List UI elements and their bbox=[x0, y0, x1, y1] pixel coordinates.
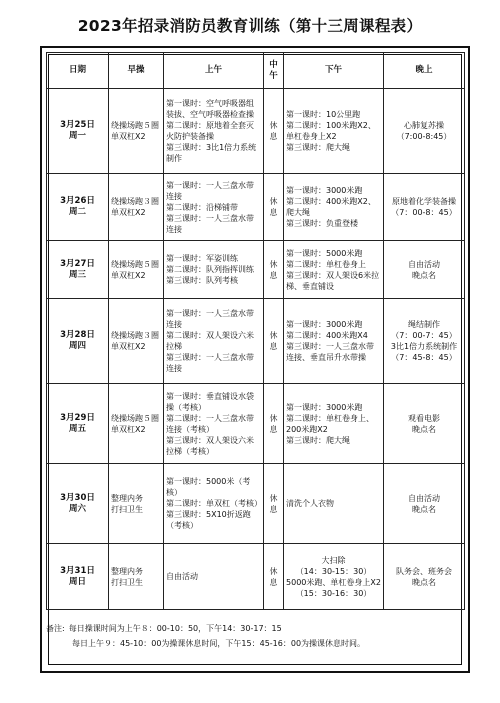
evening-cell bbox=[384, 174, 465, 241]
morning-drill-cell-line: 绕操场跑５圈 bbox=[111, 413, 159, 423]
weekday-text: 周三 bbox=[68, 269, 86, 280]
evening-cell-line: 晚点名 bbox=[412, 504, 436, 514]
date-cell bbox=[47, 384, 109, 464]
pm-cell bbox=[284, 544, 384, 610]
am-cell-line: 第二课时：双人架设六米拉梯 bbox=[166, 331, 254, 351]
schedule-table bbox=[46, 52, 465, 610]
date-cell bbox=[47, 299, 109, 384]
am-cell-line: 第三课时：5X10折返跑（考核） bbox=[166, 510, 251, 530]
weekday-text: 周四 bbox=[68, 341, 86, 351]
pm-cell-line: 第一课时：5000米跑 bbox=[286, 248, 363, 258]
note-line1: 每日操课时间为上午８：00-10：50，下午14：30-17：15 bbox=[68, 624, 282, 633]
pm-cell-line: （15：30-16：30） bbox=[295, 588, 372, 598]
evening-cell-line: 原地着化学装备操 bbox=[392, 197, 456, 206]
am-cell bbox=[164, 464, 264, 544]
pm-cell-line: 第三课时：双人架设6米拉梯、垂直铺设 bbox=[286, 270, 380, 291]
weekday-text: 周日 bbox=[68, 576, 86, 587]
evening-cell-line: 队务会、班务会 bbox=[396, 566, 452, 576]
evening-cell bbox=[384, 464, 465, 544]
pm-cell-line: 第三课时：爬大绳 bbox=[286, 435, 350, 445]
noon-cell bbox=[264, 384, 284, 464]
am-cell bbox=[164, 174, 264, 241]
noon-cell bbox=[264, 241, 284, 299]
am-cell-line: 第一课时：一人三盘水带连接 bbox=[166, 309, 254, 329]
noon-cell-line: 息 bbox=[269, 208, 278, 217]
weekday-text: 周五 bbox=[68, 423, 86, 434]
morning-drill-cell-line: 整理内务 bbox=[111, 493, 143, 503]
table-row bbox=[47, 89, 465, 174]
evening-cell bbox=[384, 299, 465, 384]
am-cell bbox=[164, 299, 264, 384]
am-cell bbox=[164, 384, 264, 464]
note-label: 备注: bbox=[46, 624, 65, 633]
morning-drill-cell-line: 单双杠X2 bbox=[111, 132, 146, 141]
evening-cell bbox=[384, 89, 465, 174]
header-am: 上午 bbox=[164, 53, 264, 89]
evening-cell-line: （7:00-8:45） bbox=[396, 132, 452, 141]
am-cell bbox=[164, 89, 264, 174]
evening-cell-line: （7：00-8：45） bbox=[391, 208, 457, 217]
table-row bbox=[47, 464, 465, 544]
evening-cell-line: 晚点名 bbox=[412, 424, 436, 434]
pm-cell-line: 第二课时：400米跑X2、爬大绳 bbox=[286, 197, 376, 217]
weekday-text: 周六 bbox=[68, 503, 86, 514]
morning-drill-cell-line: 单双杠X2 bbox=[111, 342, 146, 351]
pm-cell-line: 第三课时：负重登楼 bbox=[286, 219, 358, 228]
page-title: 2023年招录消防员教育训练（第十三周课程表） bbox=[77, 17, 423, 35]
am-cell-line: 第一课时：军姿训练 bbox=[166, 254, 238, 263]
am-cell-line: 第二课时：单双杠（考核） bbox=[166, 499, 262, 508]
evening-cell-line: 自由活动 bbox=[408, 493, 440, 503]
morning-drill-cell bbox=[109, 241, 164, 299]
note bbox=[46, 621, 466, 651]
header-date: 日期 bbox=[47, 53, 109, 89]
pm-cell bbox=[284, 89, 384, 174]
date-text: 3月31日 bbox=[60, 565, 95, 576]
noon-cell-line: 息 bbox=[269, 342, 278, 351]
pm-cell-line: 第一课时：3000米跑 bbox=[286, 186, 363, 195]
evening-cell bbox=[384, 544, 465, 610]
evening-cell-line: 3比1倍力系统制作 bbox=[390, 342, 458, 351]
weekday-text: 周一 bbox=[68, 131, 86, 141]
noon-cell-line: 休 bbox=[269, 197, 278, 206]
pm-cell-line: 第三课时：一人三盘水带连接、垂直吊升水带操 bbox=[286, 342, 374, 362]
pm-cell bbox=[284, 299, 384, 384]
morning-drill-cell bbox=[109, 299, 164, 384]
morning-drill-cell-line: 绕操场跑５圈 bbox=[111, 259, 159, 269]
morning-drill-cell-line: 打扫卫生 bbox=[111, 504, 143, 514]
morning-drill-cell-line: 绕操场跑５圈 bbox=[111, 121, 159, 130]
am-cell-line: 第二课时：队列指挥训练 bbox=[166, 265, 254, 274]
table-row bbox=[47, 299, 465, 384]
table-row bbox=[47, 174, 465, 241]
pm-cell-line: 第三课时：爬大绳 bbox=[286, 143, 350, 152]
morning-drill-cell-line: 整理内务 bbox=[111, 566, 143, 576]
pm-cell-line: 第二课时：单杠卷身上、200米跑X2 bbox=[286, 413, 374, 434]
table-row bbox=[47, 544, 465, 610]
am-cell-line: 第一课时：垂直铺设水袋操（考核） bbox=[166, 391, 254, 412]
pm-cell-line: 第一课时：10公里跑 bbox=[286, 110, 361, 119]
morning-drill-cell bbox=[109, 544, 164, 610]
morning-drill-cell-line: 单双杠X2 bbox=[111, 208, 146, 217]
pm-cell-line: 第二课时：100米跑X2、单杠卷身上X2 bbox=[286, 121, 376, 141]
pm-cell-line: 5000米跑、单杠卷身上X2 bbox=[286, 577, 381, 587]
noon-cell bbox=[264, 464, 284, 544]
am-cell-line: 第三课时：队列考核 bbox=[166, 276, 238, 285]
evening-cell-line: 观看电影 bbox=[408, 413, 440, 423]
date-text: 3月30日 bbox=[60, 492, 95, 503]
date-cell bbox=[47, 89, 109, 174]
morning-drill-cell-line: 打扫卫生 bbox=[111, 577, 143, 587]
pm-cell-line: 第一课时：3000米跑 bbox=[286, 320, 363, 329]
evening-cell-line: 晚点名 bbox=[412, 270, 436, 280]
pm-cell-line: 第一课时：3000米跑 bbox=[286, 402, 363, 412]
noon-cell bbox=[264, 544, 284, 610]
noon-cell-line: 休 bbox=[269, 121, 278, 130]
header-evening: 晚上 bbox=[384, 53, 465, 89]
header-noon: 中 午 bbox=[264, 53, 284, 89]
evening-cell-line: （7：00-7：45） bbox=[391, 331, 457, 340]
date-cell bbox=[47, 464, 109, 544]
date-cell bbox=[47, 544, 109, 610]
date-text: 3月26日 bbox=[60, 196, 95, 206]
table-row bbox=[47, 384, 465, 464]
morning-drill-cell-line: 绕操场跑３圈 bbox=[111, 331, 159, 340]
schedule-body bbox=[47, 89, 465, 610]
pm-cell-line: 第二课时：400米跑X4 bbox=[286, 331, 368, 340]
morning-drill-cell bbox=[109, 174, 164, 241]
note-line2: 每日上午９：45-10：00为操课休息时间，下午15：45-16：00为操课休息时间。 bbox=[72, 639, 366, 648]
noon-cell-line: 休 bbox=[269, 331, 278, 340]
weekday-text: 周二 bbox=[68, 207, 86, 217]
evening-cell bbox=[384, 384, 465, 464]
am-cell-line: 第二课时：一人三盘水带连接（考核） bbox=[166, 413, 254, 434]
pm-cell-line: （14：30-15：30） bbox=[295, 566, 372, 576]
morning-drill-cell-line: 绕操场跑３圈 bbox=[111, 197, 159, 206]
noon-cell bbox=[264, 89, 284, 174]
morning-drill-cell bbox=[109, 464, 164, 544]
evening-cell-line: 绳结制作 bbox=[408, 320, 440, 329]
pm-cell bbox=[284, 241, 384, 299]
am-cell-line: 第三课时：3比1倍力系统制作 bbox=[166, 143, 257, 163]
am-cell-line: 第三课时：一人三盘水带连接 bbox=[166, 213, 254, 234]
morning-drill-cell bbox=[109, 89, 164, 174]
morning-drill-cell-line: 单双杠X2 bbox=[111, 270, 146, 280]
noon-cell-line: 休 bbox=[269, 566, 278, 576]
evening-cell bbox=[384, 241, 465, 299]
am-cell bbox=[164, 241, 264, 299]
morning-drill-cell bbox=[109, 384, 164, 464]
am-cell-line: 第一课时：一人三盘水带连接 bbox=[166, 180, 254, 201]
pm-cell-line: 大扫除 bbox=[321, 555, 346, 565]
am-cell-line: 第二课时：原地着全套灭火防护装备操 bbox=[166, 121, 254, 141]
am-cell-line: 第一课时：5000米（考核） bbox=[166, 477, 251, 497]
am-cell-line: 自由活动 bbox=[166, 572, 198, 581]
am-cell-line: 第三课时：双人架设六米拉梯（考核） bbox=[166, 435, 254, 456]
noon-cell-line: 休 bbox=[269, 413, 278, 423]
am-cell-line: 第三课时：一人三盘水带连接 bbox=[166, 353, 254, 373]
am-cell bbox=[164, 544, 264, 610]
morning-drill-cell-line: 单双杠X2 bbox=[111, 424, 146, 434]
noon-cell-line: 息 bbox=[269, 424, 278, 434]
date-text: 3月25日 bbox=[60, 120, 95, 130]
noon-cell-line: 息 bbox=[269, 577, 278, 587]
header-morning-drill: 早操 bbox=[109, 53, 164, 89]
evening-cell-line: 心肺复苏操 bbox=[404, 121, 444, 130]
date-cell bbox=[47, 241, 109, 299]
date-text: 3月27日 bbox=[60, 258, 95, 269]
noon-cell-line: 休 bbox=[269, 493, 278, 503]
pm-cell bbox=[284, 464, 384, 544]
header-pm: 下午 bbox=[284, 53, 384, 89]
am-cell-line: 第一课时：空气呼吸器组装拔、空气呼吸器检查操 bbox=[166, 99, 254, 119]
header-row bbox=[47, 53, 465, 89]
pm-cell bbox=[284, 384, 384, 464]
table-row bbox=[47, 241, 465, 299]
evening-cell-line: （7：45-8：45） bbox=[391, 353, 457, 362]
noon-cell bbox=[264, 299, 284, 384]
noon-cell-line: 休 bbox=[269, 259, 278, 269]
date-cell bbox=[47, 174, 109, 241]
noon-cell-line: 息 bbox=[269, 132, 278, 141]
pm-cell bbox=[284, 174, 384, 241]
noon-cell-line: 息 bbox=[269, 504, 278, 514]
am-cell-line: 第二课时：沿梯铺带 bbox=[166, 202, 238, 212]
noon-cell bbox=[264, 174, 284, 241]
evening-cell-line: 晚点名 bbox=[412, 577, 436, 587]
date-text: 3月28日 bbox=[60, 330, 95, 340]
date-text: 3月29日 bbox=[60, 412, 95, 423]
evening-cell-line: 自由活动 bbox=[408, 259, 440, 269]
pm-cell-line: 清洗个人衣物 bbox=[286, 499, 334, 508]
pm-cell-line: 第二课时：单杠卷身上 bbox=[286, 259, 366, 269]
noon-cell-line: 息 bbox=[269, 270, 278, 280]
